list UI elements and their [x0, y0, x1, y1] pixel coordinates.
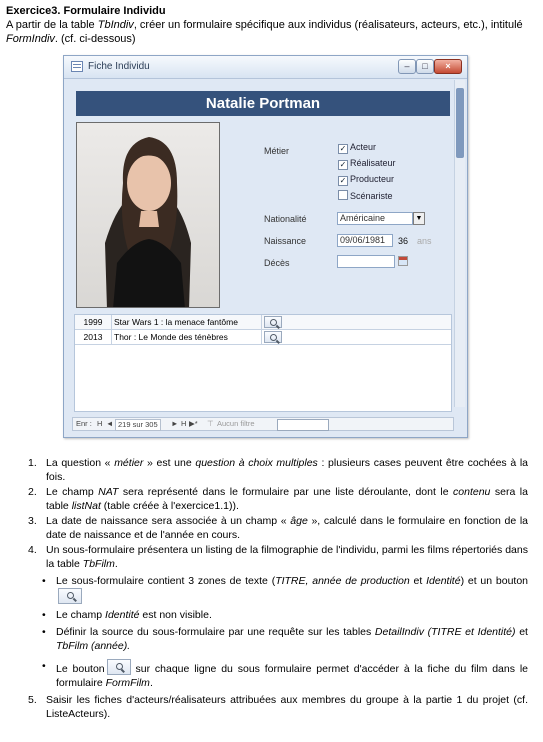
exercise-description: A partir de la table TbIndiv, créer un formulaire spécifique aux individus (réalisateurs, acteurs, etc.), intitulé FormIndiv. (cf. ci-dessous)	[6, 19, 523, 45]
sub-list-item: • Le champ Identité est non visible.	[42, 609, 212, 621]
deces-label: Décès	[264, 258, 290, 268]
last-record-button[interactable]: H	[181, 419, 187, 428]
table-row[interactable]	[75, 315, 451, 330]
search-icon	[67, 592, 74, 599]
film-year[interactable]: 2013	[75, 330, 112, 344]
record-navigation	[72, 417, 454, 431]
record-label: Enr :	[76, 419, 92, 428]
search-button-image	[107, 659, 131, 675]
first-record-button[interactable]: H	[97, 419, 103, 428]
checkbox-box[interactable]	[338, 190, 348, 200]
person-photo	[76, 122, 220, 308]
search-button-image	[58, 588, 82, 604]
instructions-list	[24, 456, 528, 722]
film-title[interactable]: Star Wars 1 : la menace fantôme	[112, 315, 262, 329]
sub-list-item: • Le bouton sur chaque ligne du sous formulaire permet d'accéder à la fiche du film dans le formulaire FormFilm.	[42, 660, 528, 689]
form-window	[63, 55, 468, 438]
metier-label: Métier	[264, 146, 290, 156]
age-unit: ans	[417, 236, 432, 246]
list-item: 1. La question « métier » est une question à choix multiples : plusieurs cases peuvent être cochées à la fois.	[28, 457, 528, 483]
naissance-label: Naissance	[264, 236, 307, 246]
checkbox-box[interactable]: ✓	[339, 144, 347, 153]
exercise-title: Exercice3. Formulaire Individu	[6, 5, 166, 17]
sub-list-item: • Le sous-formulaire contient 3 zones de texte (TITRE, année de production et Identité) et un bouton	[34, 574, 528, 605]
film-subform	[74, 314, 452, 412]
film-title[interactable]: Thor : Le Monde des ténèbres	[112, 330, 262, 344]
sub-list-item: • Définir la source du sous-formulaire par une requête sur les tables DetailIndiv (TITRE et Identité) et TbFilm (année).	[42, 626, 528, 652]
table-row[interactable]	[75, 330, 451, 345]
record-position[interactable]: 219 sur 305	[115, 419, 161, 431]
person-name: Natalie Portman	[205, 95, 321, 112]
minimize-button[interactable]: –	[398, 59, 416, 74]
new-record-button[interactable]: ▶*	[189, 419, 198, 428]
open-film-button[interactable]	[264, 331, 282, 343]
search-icon	[270, 334, 277, 341]
open-film-button[interactable]	[264, 316, 282, 328]
list-item: 3. La date de naissance sera associée à un champ « âge », calculé dans le formulaire en fonction de la date de naissance et de l'année en cours.	[28, 515, 528, 541]
next-record-button[interactable]: ►	[171, 419, 179, 428]
nationalite-label: Nationalité	[264, 214, 307, 224]
name-header	[76, 91, 450, 116]
search-input[interactable]	[277, 419, 329, 431]
list-item: 5. Saisir les fiches d'acteurs/réalisateurs attribuées aux membres du groupe à la partie 1 du projet (cf. ListeActeurs).	[28, 694, 528, 720]
search-icon	[270, 319, 277, 326]
checkbox-scenariste[interactable]: Scénariste	[338, 190, 393, 201]
checkbox-box[interactable]: ✓	[339, 176, 347, 185]
search-icon	[116, 663, 123, 670]
nationalite-dropdown[interactable]: Américaine	[337, 212, 413, 225]
filter-icon[interactable]: ⊤	[207, 419, 214, 428]
calendar-icon[interactable]	[398, 256, 408, 266]
film-year[interactable]: 1999	[75, 315, 112, 329]
dropdown-arrow-icon[interactable]: ▼	[413, 212, 425, 225]
checkbox-acteur[interactable]: ✓ Acteur	[339, 142, 377, 153]
checkbox-box[interactable]: ✓	[339, 160, 347, 169]
checkbox-realisateur[interactable]: ✓ Réalisateur	[339, 158, 396, 169]
window-title: Fiche Individu	[88, 61, 150, 72]
age-value: 36	[398, 236, 409, 246]
list-item: 4. Un sous-formulaire présentera un listing de la filmographie de l'individu, parmi les films répertoriés dans la table TbFilm.	[28, 544, 528, 570]
close-button[interactable]: ×	[434, 59, 462, 74]
maximize-button[interactable]: □	[416, 59, 434, 74]
prev-record-button[interactable]: ◄	[106, 419, 114, 428]
list-item: 2. Le champ NAT sera représenté dans le formulaire par une liste déroulante, dont le contenu sera la table listNat (table créée à l'exercice1.1)).	[28, 486, 528, 512]
checkbox-producteur[interactable]: ✓ Producteur	[339, 174, 395, 185]
vertical-scrollbar[interactable]	[454, 80, 465, 407]
deces-field[interactable]	[337, 255, 395, 268]
window-titlebar[interactable]	[64, 56, 467, 79]
filter-status[interactable]: Aucun filtre	[217, 419, 255, 428]
naissance-field[interactable]: 09/06/1981	[337, 234, 393, 247]
form-icon	[71, 61, 83, 72]
